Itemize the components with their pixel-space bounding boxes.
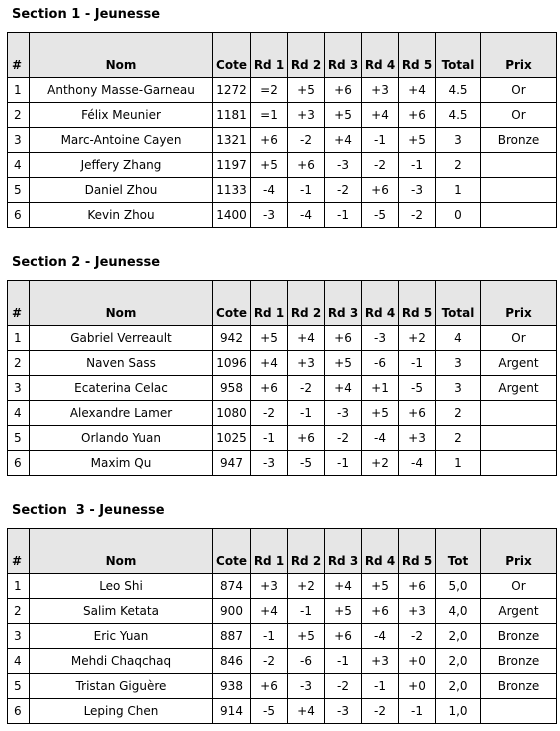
cell-rd4: +4 — [362, 103, 399, 128]
cell-rd4: -4 — [362, 624, 399, 649]
cell-cote: 846 — [213, 649, 251, 674]
cell-rd4: -4 — [362, 426, 399, 451]
cell-rd5: -2 — [399, 624, 436, 649]
cell-rd5: +0 — [399, 674, 436, 699]
cell-nom: Kevin Zhou — [30, 203, 213, 228]
cell-total: 2 — [436, 401, 481, 426]
cell-num: 5 — [8, 178, 30, 203]
cell-rd3: -2 — [325, 178, 362, 203]
cell-rd3: -1 — [325, 451, 362, 476]
header-total: Total — [436, 281, 481, 326]
cell-rd3: +6 — [325, 78, 362, 103]
cell-nom: Jeffery Zhang — [30, 153, 213, 178]
cell-total: 2,0 — [436, 624, 481, 649]
cell-prix: Argent — [481, 376, 557, 401]
cell-num: 5 — [8, 426, 30, 451]
table-row — [8, 153, 557, 178]
cell-rd4: +6 — [362, 599, 399, 624]
cell-rd1: -4 — [251, 178, 288, 203]
cell-cote: 938 — [213, 674, 251, 699]
table-row — [8, 326, 557, 351]
cell-rd5: -3 — [399, 178, 436, 203]
cell-rd5: +6 — [399, 574, 436, 599]
cell-rd5: -1 — [399, 351, 436, 376]
cell-rd1: -2 — [251, 649, 288, 674]
cell-rd2: +3 — [288, 351, 325, 376]
cell-prix — [481, 203, 557, 228]
cell-nom: Orlando Yuan — [30, 426, 213, 451]
cell-num: 6 — [8, 203, 30, 228]
cell-num: 6 — [8, 451, 30, 476]
header-num: # — [8, 529, 30, 574]
header-rd5: Rd 5 — [399, 33, 436, 78]
cell-num: 3 — [8, 624, 30, 649]
cell-rd3: +6 — [325, 624, 362, 649]
cell-rd5: -1 — [399, 699, 436, 724]
cell-rd2: +6 — [288, 153, 325, 178]
cell-cote: 1181 — [213, 103, 251, 128]
section-title: Section 1 - Jeunesse — [12, 7, 161, 22]
cell-rd4: -5 — [362, 203, 399, 228]
cell-total: 4.5 — [436, 78, 481, 103]
cell-nom: Tristan Giguère — [30, 674, 213, 699]
cell-nom: Félix Meunier — [30, 103, 213, 128]
cell-rd2: -6 — [288, 649, 325, 674]
cell-rd3: -3 — [325, 153, 362, 178]
cell-rd1: +5 — [251, 326, 288, 351]
table-row — [8, 599, 557, 624]
cell-rd3: +5 — [325, 103, 362, 128]
cell-num: 5 — [8, 674, 30, 699]
header-rd4: Rd 4 — [362, 33, 399, 78]
header-rd4: Rd 4 — [362, 529, 399, 574]
cell-num: 4 — [8, 153, 30, 178]
cell-rd4: -1 — [362, 674, 399, 699]
cell-rd4: +3 — [362, 649, 399, 674]
table-row — [8, 574, 557, 599]
cell-rd2: -2 — [288, 128, 325, 153]
cell-rd5: +6 — [399, 401, 436, 426]
section-3 — [7, 502, 553, 724]
results-table — [7, 32, 557, 228]
cell-num: 4 — [8, 401, 30, 426]
cell-num: 6 — [8, 699, 30, 724]
section-title: Section 2 - Jeunesse — [12, 255, 161, 270]
cell-nom: Eric Yuan — [30, 624, 213, 649]
header-cote: Cote — [213, 33, 251, 78]
cell-rd1: +6 — [251, 376, 288, 401]
section-1 — [7, 6, 553, 228]
section-title: Section 3 - Jeunesse — [12, 503, 165, 518]
header-rd3: Rd 3 — [325, 281, 362, 326]
header-rd2: Rd 2 — [288, 529, 325, 574]
cell-rd2: +4 — [288, 326, 325, 351]
cell-cote: 1197 — [213, 153, 251, 178]
cell-rd3: -3 — [325, 699, 362, 724]
header-prix: Prix — [481, 529, 557, 574]
cell-nom: Ecaterina Celac — [30, 376, 213, 401]
cell-rd4: +6 — [362, 178, 399, 203]
cell-rd4: +5 — [362, 574, 399, 599]
cell-rd2: +5 — [288, 624, 325, 649]
cell-rd3: -3 — [325, 401, 362, 426]
cell-rd1: -3 — [251, 451, 288, 476]
cell-rd2: +6 — [288, 426, 325, 451]
cell-rd2: -1 — [288, 401, 325, 426]
table-row — [8, 401, 557, 426]
cell-cote: 1080 — [213, 401, 251, 426]
cell-nom: Anthony Masse-Garneau — [30, 78, 213, 103]
cell-prix — [481, 699, 557, 724]
cell-rd2: -2 — [288, 376, 325, 401]
cell-nom: Gabriel Verreault — [30, 326, 213, 351]
table-row — [8, 178, 557, 203]
cell-prix — [481, 178, 557, 203]
header-nom: Nom — [30, 33, 213, 78]
cell-rd1: =1 — [251, 103, 288, 128]
section-2 — [7, 254, 553, 476]
cell-rd3: +4 — [325, 128, 362, 153]
cell-rd2: -1 — [288, 178, 325, 203]
cell-rd1: -5 — [251, 699, 288, 724]
cell-rd1: +5 — [251, 153, 288, 178]
cell-total: 1,0 — [436, 699, 481, 724]
cell-prix — [481, 426, 557, 451]
cell-rd3: +5 — [325, 351, 362, 376]
cell-nom: Marc-Antoine Cayen — [30, 128, 213, 153]
header-rd3: Rd 3 — [325, 33, 362, 78]
header-row — [8, 529, 557, 574]
header-rd2: Rd 2 — [288, 281, 325, 326]
cell-nom: Leo Shi — [30, 574, 213, 599]
header-nom: Nom — [30, 281, 213, 326]
cell-total: 2 — [436, 153, 481, 178]
cell-rd1: -1 — [251, 624, 288, 649]
cell-rd5: +0 — [399, 649, 436, 674]
cell-cote: 958 — [213, 376, 251, 401]
cell-num: 2 — [8, 103, 30, 128]
cell-cote: 1272 — [213, 78, 251, 103]
cell-rd2: -3 — [288, 674, 325, 699]
table-row — [8, 649, 557, 674]
cell-cote: 1321 — [213, 128, 251, 153]
header-cote: Cote — [213, 281, 251, 326]
table-row — [8, 78, 557, 103]
cell-num: 2 — [8, 599, 30, 624]
cell-prix: Argent — [481, 599, 557, 624]
table-row — [8, 699, 557, 724]
table-row — [8, 128, 557, 153]
header-rd1: Rd 1 — [251, 281, 288, 326]
cell-num: 4 — [8, 649, 30, 674]
cell-rd1: =2 — [251, 78, 288, 103]
cell-prix — [481, 153, 557, 178]
cell-rd2: -5 — [288, 451, 325, 476]
cell-rd5: +4 — [399, 78, 436, 103]
header-rd4: Rd 4 — [362, 281, 399, 326]
cell-num: 1 — [8, 574, 30, 599]
cell-rd3: +4 — [325, 574, 362, 599]
cell-num: 3 — [8, 128, 30, 153]
cell-rd2: +2 — [288, 574, 325, 599]
cell-num: 2 — [8, 351, 30, 376]
cell-cote: 942 — [213, 326, 251, 351]
cell-rd2: +3 — [288, 103, 325, 128]
cell-prix: Or — [481, 78, 557, 103]
table-row — [8, 203, 557, 228]
table-row — [8, 674, 557, 699]
cell-rd1: +6 — [251, 128, 288, 153]
cell-cote: 947 — [213, 451, 251, 476]
cell-rd4: -1 — [362, 128, 399, 153]
cell-rd3: -2 — [325, 674, 362, 699]
cell-cote: 1025 — [213, 426, 251, 451]
header-rd1: Rd 1 — [251, 33, 288, 78]
cell-rd5: -1 — [399, 153, 436, 178]
cell-rd5: +6 — [399, 103, 436, 128]
header-rd2: Rd 2 — [288, 33, 325, 78]
cell-total: 4 — [436, 326, 481, 351]
cell-rd3: -2 — [325, 426, 362, 451]
cell-rd3: +6 — [325, 326, 362, 351]
cell-rd5: +5 — [399, 128, 436, 153]
cell-total: 5,0 — [436, 574, 481, 599]
cell-rd1: -1 — [251, 426, 288, 451]
cell-rd1: +4 — [251, 599, 288, 624]
cell-cote: 1400 — [213, 203, 251, 228]
cell-nom: Salim Ketata — [30, 599, 213, 624]
cell-num: 1 — [8, 78, 30, 103]
cell-rd3: +4 — [325, 376, 362, 401]
cell-rd4: +1 — [362, 376, 399, 401]
cell-total: 3 — [436, 128, 481, 153]
cell-rd1: -3 — [251, 203, 288, 228]
cell-rd5: +2 — [399, 326, 436, 351]
cell-cote: 914 — [213, 699, 251, 724]
cell-prix — [481, 451, 557, 476]
cell-prix: Or — [481, 574, 557, 599]
cell-prix — [481, 401, 557, 426]
header-prix: Prix — [481, 281, 557, 326]
cell-total: 2,0 — [436, 649, 481, 674]
cell-rd1: +4 — [251, 351, 288, 376]
cell-cote: 887 — [213, 624, 251, 649]
cell-rd1: +3 — [251, 574, 288, 599]
cell-rd3: +5 — [325, 599, 362, 624]
header-rd5: Rd 5 — [399, 529, 436, 574]
cell-rd1: -2 — [251, 401, 288, 426]
cell-total: 3 — [436, 376, 481, 401]
cell-rd2: -1 — [288, 599, 325, 624]
table-row — [8, 103, 557, 128]
cell-rd4: -6 — [362, 351, 399, 376]
header-row — [8, 33, 557, 78]
results-table — [7, 280, 557, 476]
cell-total: 3 — [436, 351, 481, 376]
cell-rd2: +5 — [288, 78, 325, 103]
cell-total: 4,0 — [436, 599, 481, 624]
cell-prix: Or — [481, 326, 557, 351]
cell-rd4: +2 — [362, 451, 399, 476]
cell-rd3: -1 — [325, 203, 362, 228]
cell-nom: Maxim Qu — [30, 451, 213, 476]
cell-rd3: -1 — [325, 649, 362, 674]
cell-rd4: -2 — [362, 153, 399, 178]
header-num: # — [8, 281, 30, 326]
cell-prix: Argent — [481, 351, 557, 376]
results-table — [7, 528, 557, 724]
cell-total: 1 — [436, 178, 481, 203]
cell-prix: Bronze — [481, 674, 557, 699]
cell-rd2: +4 — [288, 699, 325, 724]
header-cote: Cote — [213, 529, 251, 574]
table-row — [8, 351, 557, 376]
cell-num: 3 — [8, 376, 30, 401]
cell-total: 2,0 — [436, 674, 481, 699]
cell-cote: 1133 — [213, 178, 251, 203]
cell-rd4: -3 — [362, 326, 399, 351]
cell-rd5: +3 — [399, 599, 436, 624]
cell-total: 1 — [436, 451, 481, 476]
header-num: # — [8, 33, 30, 78]
cell-total: 0 — [436, 203, 481, 228]
header-rd1: Rd 1 — [251, 529, 288, 574]
cell-rd4: -2 — [362, 699, 399, 724]
cell-total: 4.5 — [436, 103, 481, 128]
cell-prix: Or — [481, 103, 557, 128]
cell-prix: Bronze — [481, 649, 557, 674]
cell-nom: Naven Sass — [30, 351, 213, 376]
cell-rd2: -4 — [288, 203, 325, 228]
cell-nom: Daniel Zhou — [30, 178, 213, 203]
table-row — [8, 376, 557, 401]
cell-rd4: +3 — [362, 78, 399, 103]
header-rd3: Rd 3 — [325, 529, 362, 574]
cell-rd4: +5 — [362, 401, 399, 426]
header-rd5: Rd 5 — [399, 281, 436, 326]
cell-rd5: -4 — [399, 451, 436, 476]
table-row — [8, 451, 557, 476]
cell-rd5: -5 — [399, 376, 436, 401]
table-row — [8, 426, 557, 451]
cell-total: 2 — [436, 426, 481, 451]
cell-rd1: +6 — [251, 674, 288, 699]
cell-prix: Bronze — [481, 128, 557, 153]
cell-prix: Bronze — [481, 624, 557, 649]
header-row — [8, 281, 557, 326]
cell-cote: 900 — [213, 599, 251, 624]
cell-rd5: +3 — [399, 426, 436, 451]
cell-cote: 874 — [213, 574, 251, 599]
cell-nom: Mehdi Chaqchaq — [30, 649, 213, 674]
cell-nom: Leping Chen — [30, 699, 213, 724]
cell-cote: 1096 — [213, 351, 251, 376]
cell-nom: Alexandre Lamer — [30, 401, 213, 426]
cell-rd5: -2 — [399, 203, 436, 228]
header-total: Total — [436, 33, 481, 78]
header-prix: Prix — [481, 33, 557, 78]
header-nom: Nom — [30, 529, 213, 574]
cell-num: 1 — [8, 326, 30, 351]
header-total: Tot — [436, 529, 481, 574]
table-row — [8, 624, 557, 649]
